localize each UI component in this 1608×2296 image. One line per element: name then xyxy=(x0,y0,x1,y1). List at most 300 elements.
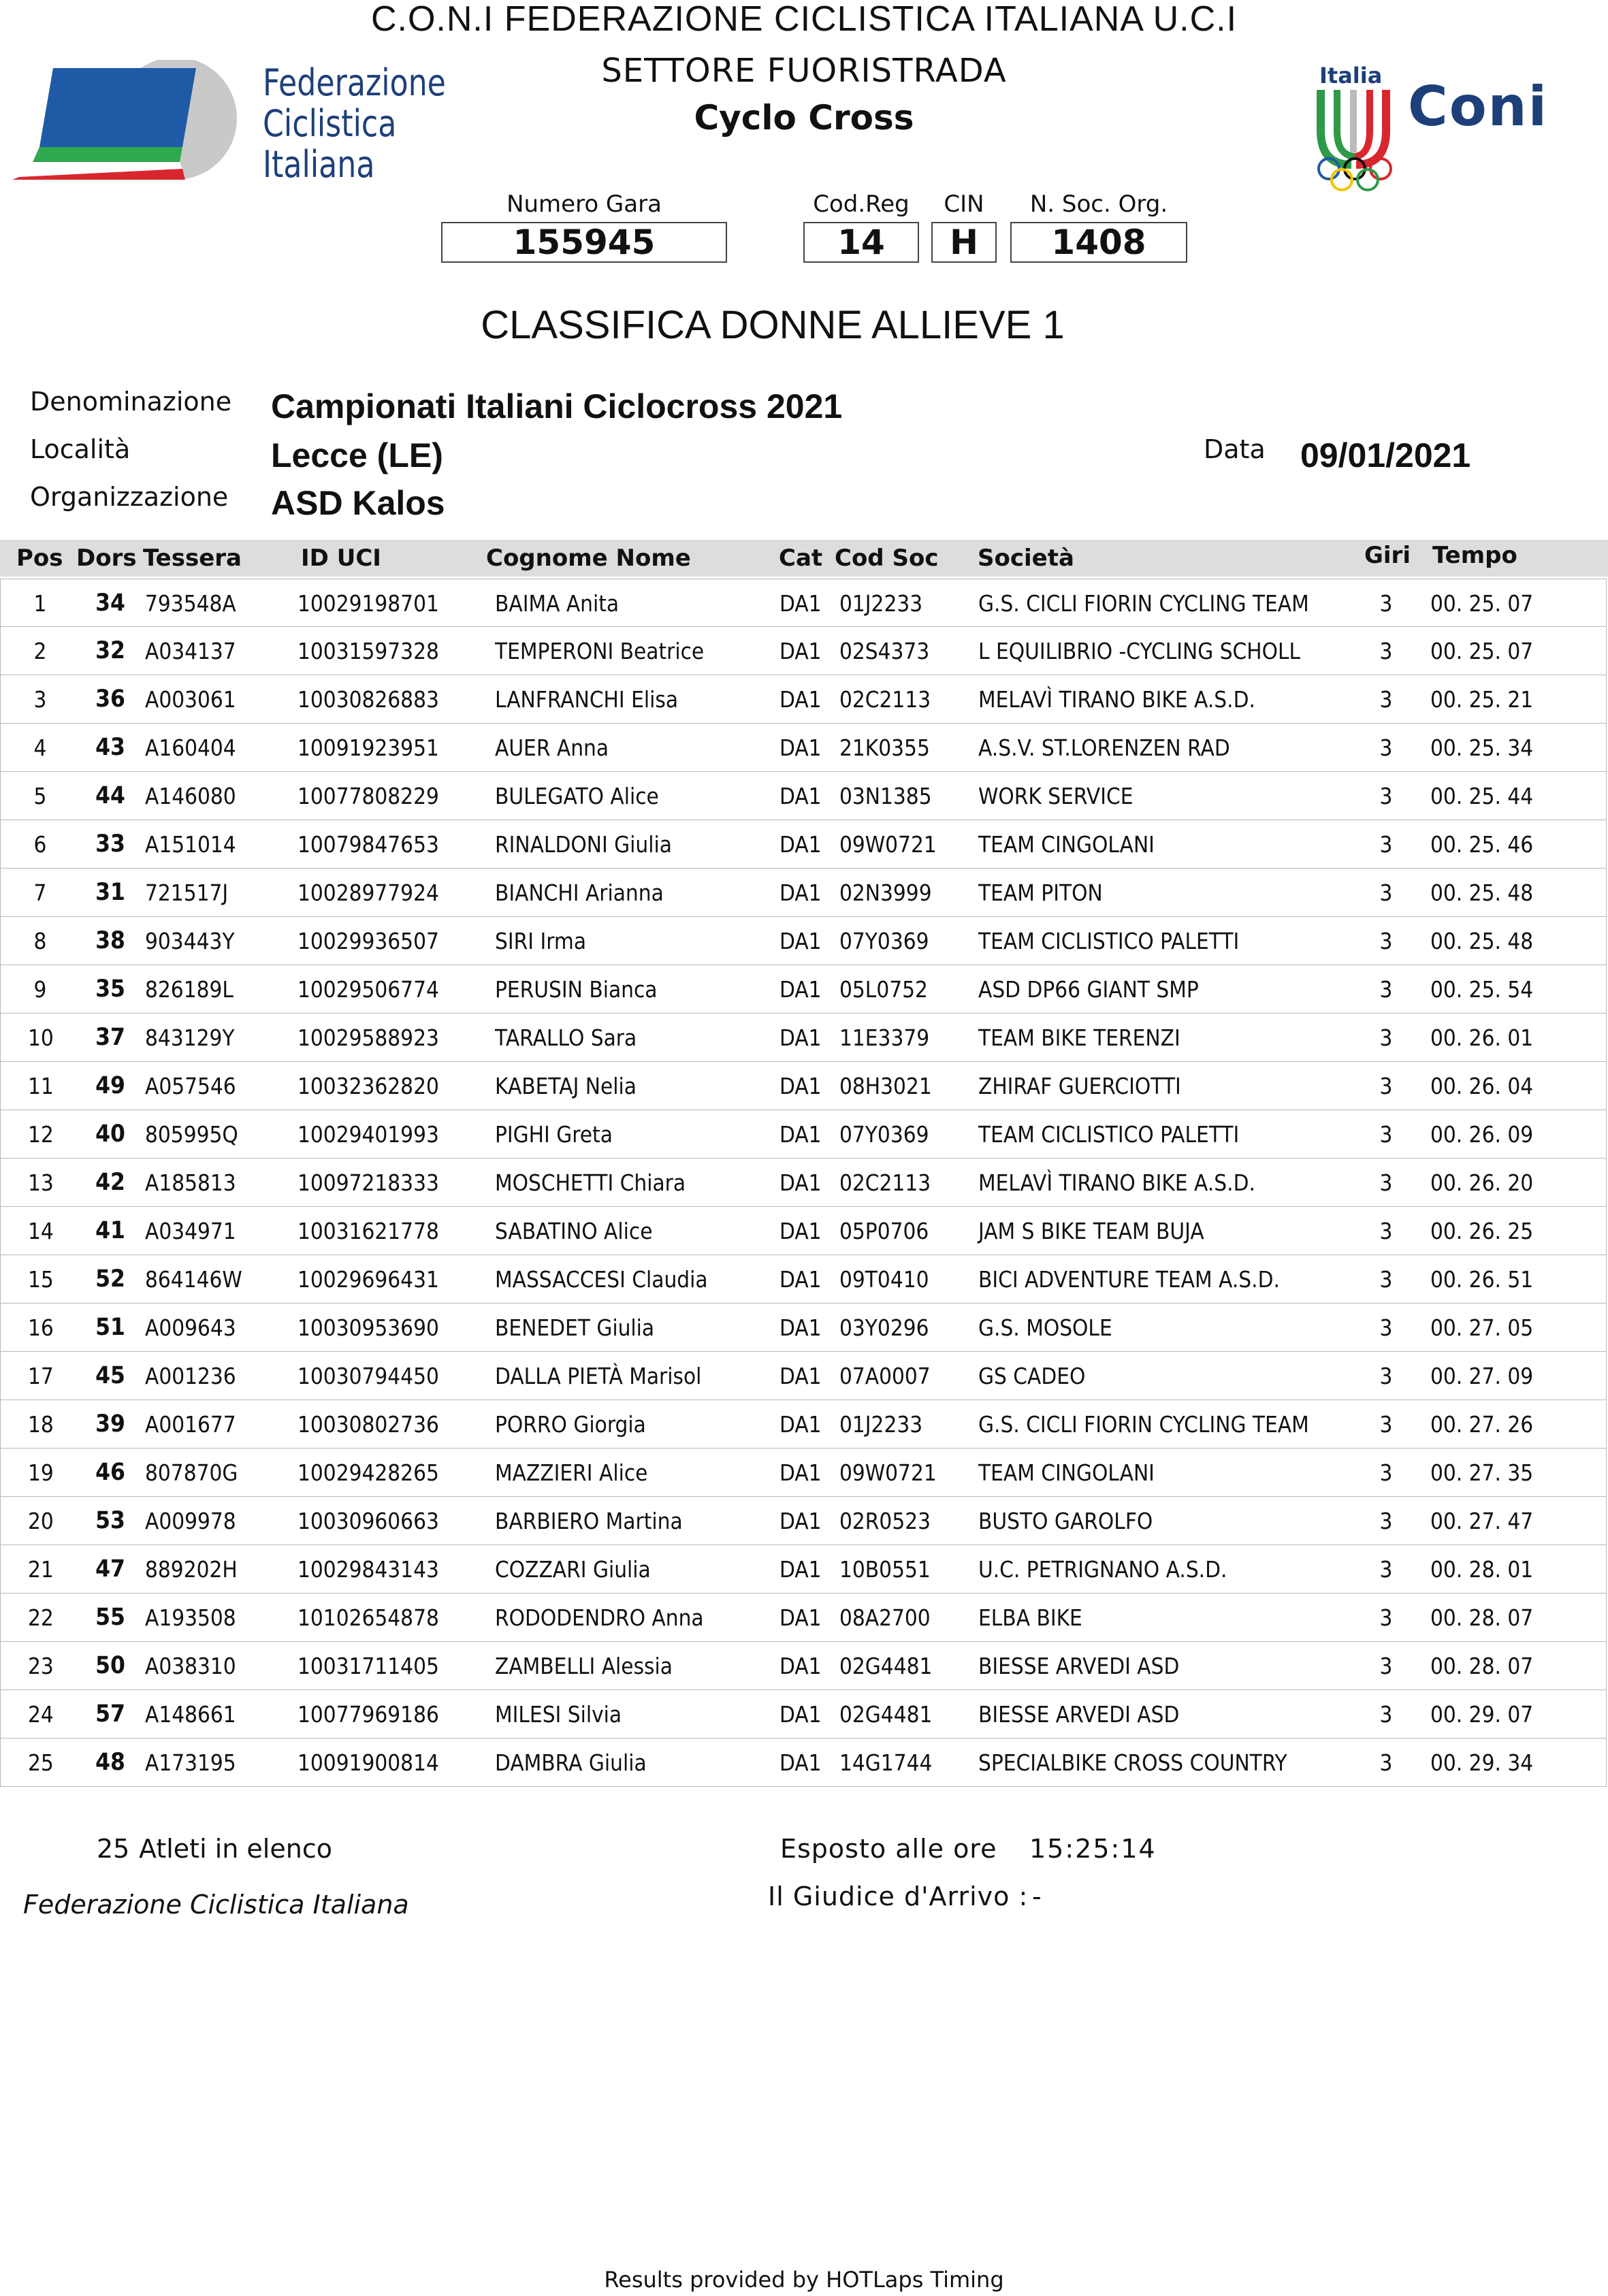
cell-tessera: A034971 xyxy=(145,1218,236,1244)
cell-tessera: A009643 xyxy=(145,1314,236,1341)
cell-societa: TEAM CINGOLANI xyxy=(978,1459,1155,1486)
cell-societa: MELAVÌ TIRANO BIKE A.S.D. xyxy=(978,686,1255,713)
denominazione-value: Campionati Italiani Ciclocross 2021 xyxy=(271,387,843,425)
cell-pos: 9 xyxy=(33,976,47,1003)
cell-cat: DA1 xyxy=(779,1653,822,1679)
cell-societa: TEAM CICLISTICO PALETTI xyxy=(978,928,1240,954)
athlete-count: 25 xyxy=(97,1834,130,1864)
column-header-tempo: Tempo xyxy=(1432,542,1517,569)
cell-tempo: 00. 27. 05 xyxy=(1430,1314,1534,1341)
table-row xyxy=(0,1110,1607,1159)
table-row xyxy=(0,1400,1607,1449)
cell-tessera: A185813 xyxy=(145,1169,236,1196)
giudice-label: Il Giudice d'Arrivo : xyxy=(768,1881,1029,1911)
cell-societa: ELBA BIKE xyxy=(978,1604,1082,1631)
cell-tempo: 00. 29. 07 xyxy=(1430,1701,1534,1728)
cell-tessera: 793548A xyxy=(145,590,236,617)
cell-cat: DA1 xyxy=(779,1749,822,1776)
cell-tessera: A193508 xyxy=(145,1604,236,1631)
column-header-societa: Società xyxy=(978,545,1074,572)
table-row xyxy=(0,1545,1607,1594)
cell-societa: BIESSE ARVEDI ASD xyxy=(978,1701,1180,1728)
cell-giri: 3 xyxy=(1379,928,1393,954)
cell-cognome-nome: ZAMBELLI Alessia xyxy=(495,1653,673,1679)
cell-societa: SPECIALBIKE CROSS COUNTRY xyxy=(978,1749,1287,1776)
localita-value: Lecce (LE) xyxy=(271,436,443,474)
cell-cognome-nome: MASSACCESI Claudia xyxy=(495,1266,708,1293)
cell-id-uci: 10028977924 xyxy=(298,879,439,906)
cell-cod-soc: 21K0355 xyxy=(839,734,930,761)
cell-giri: 3 xyxy=(1379,1556,1393,1583)
cell-societa: BIESSE ARVEDI ASD xyxy=(978,1653,1180,1679)
cell-cat: DA1 xyxy=(779,1701,822,1728)
cell-tempo: 00. 28. 01 xyxy=(1430,1556,1534,1583)
giudice-value: - xyxy=(1032,1881,1042,1911)
cell-tessera: 843129Y xyxy=(145,1024,235,1051)
cell-id-uci: 10031711405 xyxy=(298,1653,439,1679)
cod-reg-label: Cod.Reg xyxy=(813,191,910,218)
cell-id-uci: 10029696431 xyxy=(298,1266,439,1293)
soc-org-box: 1408 xyxy=(1010,222,1187,263)
fci-logo-line-3: Italiana xyxy=(263,143,375,186)
cell-societa: L EQUILIBRIO -CYCLING SCHOLL xyxy=(978,638,1301,664)
table-row xyxy=(0,965,1607,1014)
cell-giri: 3 xyxy=(1379,638,1393,664)
cell-cod-soc: 03N1385 xyxy=(839,783,932,809)
cell-cognome-nome: BARBIERO Martina xyxy=(495,1508,683,1534)
table-row xyxy=(0,1159,1607,1207)
numero-gara-box: 155945 xyxy=(441,222,727,263)
cell-pos: 17 xyxy=(28,1363,54,1389)
cell-tessera: 826189L xyxy=(145,976,234,1003)
cell-cognome-nome: BIANCHI Arianna xyxy=(495,879,664,906)
cell-dors: 44 xyxy=(95,782,125,809)
cell-cod-soc: 02G4481 xyxy=(839,1653,933,1679)
cell-tempo: 00. 27. 09 xyxy=(1430,1363,1534,1389)
cell-cod-soc: 02R0523 xyxy=(839,1508,931,1534)
cell-dors: 48 xyxy=(95,1749,125,1776)
cell-cognome-nome: SIRI Irma xyxy=(495,928,587,954)
cell-cognome-nome: MILESI Silvia xyxy=(495,1701,622,1728)
fci-logo-line-2: Ciclistica xyxy=(263,102,397,145)
cell-tempo: 00. 25. 34 xyxy=(1430,734,1534,761)
cell-id-uci: 10029506774 xyxy=(298,976,439,1003)
athlete-count-label: Atleti in elenco xyxy=(139,1834,332,1864)
cell-societa: TEAM CICLISTICO PALETTI xyxy=(978,1121,1240,1148)
cell-giri: 3 xyxy=(1379,1701,1393,1728)
cell-societa: MELAVÌ TIRANO BIKE A.S.D. xyxy=(978,1169,1255,1196)
cell-tempo: 00. 28. 07 xyxy=(1430,1604,1534,1631)
table-row xyxy=(0,1062,1607,1110)
cell-societa: G.S. CICLI FIORIN CYCLING TEAM xyxy=(978,1411,1309,1438)
table-row xyxy=(0,1014,1607,1062)
cell-tessera: A009978 xyxy=(145,1508,236,1534)
cell-tempo: 00. 25. 07 xyxy=(1430,638,1534,664)
coni-logo-name: Coni xyxy=(1408,75,1549,138)
coni-logo xyxy=(1307,60,1549,203)
cell-cognome-nome: KABETAJ Nelia xyxy=(495,1073,637,1099)
cell-tempo: 00. 29. 34 xyxy=(1430,1749,1534,1776)
table-row xyxy=(0,1497,1607,1545)
cell-id-uci: 10097218333 xyxy=(298,1169,439,1196)
cell-pos: 10 xyxy=(28,1024,54,1051)
cin-label: CIN xyxy=(944,191,984,218)
cell-pos: 3 xyxy=(33,686,47,713)
cell-cat: DA1 xyxy=(779,734,822,761)
cell-cat: DA1 xyxy=(779,1169,822,1196)
coni-logo-italia: Italia xyxy=(1319,63,1383,88)
cell-cod-soc: 02G4481 xyxy=(839,1701,933,1728)
cell-tempo: 00. 25. 46 xyxy=(1430,831,1534,858)
table-row xyxy=(0,820,1607,869)
table-row xyxy=(0,1207,1607,1255)
classification-title: CLASSIFICA DONNE ALLIEVE 1 xyxy=(481,303,1065,347)
cell-cognome-nome: PIGHI Greta xyxy=(495,1121,613,1148)
cell-cognome-nome: RODODENDRO Anna xyxy=(495,1604,704,1631)
numero-gara-label: Numero Gara xyxy=(506,191,662,218)
discipline-title: Cyclo Cross xyxy=(694,98,914,138)
cell-pos: 23 xyxy=(28,1653,54,1679)
fci-logo-line-1: Federazione xyxy=(263,61,446,104)
cell-id-uci: 10029936507 xyxy=(298,928,439,954)
table-row xyxy=(0,1304,1607,1352)
cell-cat: DA1 xyxy=(779,976,822,1003)
cell-cat: DA1 xyxy=(779,1073,822,1099)
cell-cat: DA1 xyxy=(779,783,822,809)
table-row xyxy=(0,1449,1607,1497)
cell-cod-soc: 07Y0369 xyxy=(839,1121,929,1148)
cell-tempo: 00. 25. 48 xyxy=(1430,879,1534,906)
cell-dors: 34 xyxy=(95,589,125,617)
cell-id-uci: 10091900814 xyxy=(298,1749,439,1776)
cell-tessera: 864146W xyxy=(145,1266,242,1293)
cell-cod-soc: 08H3021 xyxy=(839,1073,932,1099)
cell-tessera: A151014 xyxy=(145,831,236,858)
table-row xyxy=(0,1352,1607,1400)
cell-cat: DA1 xyxy=(779,1314,822,1341)
cell-tempo: 00. 26. 04 xyxy=(1430,1073,1534,1099)
cell-cognome-nome: AUER Anna xyxy=(495,734,609,761)
settore-title: SETTORE FUORISTRADA xyxy=(601,52,1007,90)
cell-societa: JAM S BIKE TEAM BUJA xyxy=(978,1218,1204,1244)
cell-pos: 5 xyxy=(33,783,47,809)
column-header-id-uci: ID UCI xyxy=(301,545,381,572)
cell-dors: 52 xyxy=(95,1265,125,1293)
cell-dors: 31 xyxy=(95,879,125,906)
esposto-label: Esposto alle ore xyxy=(780,1834,997,1864)
cell-cognome-nome: TEMPERONI Beatrice xyxy=(495,638,705,664)
column-header-cat: Cat xyxy=(779,545,823,572)
cell-cognome-nome: MOSCHETTI Chiara xyxy=(495,1169,686,1196)
cell-id-uci: 10102654878 xyxy=(298,1604,439,1631)
cell-tessera: A173195 xyxy=(145,1749,236,1776)
cell-id-uci: 10029401993 xyxy=(298,1121,439,1148)
cell-giri: 3 xyxy=(1379,1749,1393,1776)
cin-box: H xyxy=(931,222,997,263)
cell-societa: G.S. CICLI FIORIN CYCLING TEAM xyxy=(978,590,1309,617)
column-header-pos: Pos xyxy=(16,545,63,572)
cell-societa: TEAM CINGOLANI xyxy=(978,831,1155,858)
table-row xyxy=(0,579,1607,627)
cell-cognome-nome: MAZZIERI Alice xyxy=(495,1459,648,1486)
cell-giri: 3 xyxy=(1379,1121,1393,1148)
cell-tessera: 807870G xyxy=(145,1459,238,1486)
cell-pos: 2 xyxy=(33,638,47,664)
cell-societa: A.S.V. ST.LORENZEN RAD xyxy=(978,734,1230,761)
cell-pos: 22 xyxy=(28,1604,54,1631)
cell-giri: 3 xyxy=(1379,1508,1393,1534)
cell-giri: 3 xyxy=(1379,879,1393,906)
table-row xyxy=(0,869,1607,917)
cell-dors: 36 xyxy=(95,685,125,713)
organizzazione-value: ASD Kalos xyxy=(271,484,445,522)
cell-societa: GS CADEO xyxy=(978,1363,1086,1389)
cell-pos: 24 xyxy=(28,1701,54,1728)
cell-societa: BICI ADVENTURE TEAM A.S.D. xyxy=(978,1266,1280,1293)
organizzazione-label: Organizzazione xyxy=(30,482,229,512)
cell-id-uci: 10030960663 xyxy=(298,1508,439,1534)
table-row xyxy=(0,675,1607,724)
cell-giri: 3 xyxy=(1379,1073,1393,1099)
cell-cod-soc: 05P0706 xyxy=(839,1218,929,1244)
cell-pos: 11 xyxy=(28,1073,54,1099)
cell-cod-soc: 14G1744 xyxy=(839,1749,933,1776)
federazione-footer: Federazione Ciclistica Italiana xyxy=(23,1890,409,1920)
cell-societa: TEAM PITON xyxy=(978,879,1103,906)
cell-giri: 3 xyxy=(1379,1653,1393,1679)
cell-cognome-nome: PERUSIN Bianca xyxy=(495,976,658,1003)
cell-cognome-nome: SABATINO Alice xyxy=(495,1218,653,1244)
cell-pos: 4 xyxy=(33,734,47,761)
cell-dors: 35 xyxy=(95,975,125,1003)
cell-id-uci: 10030953690 xyxy=(298,1314,439,1341)
cell-giri: 3 xyxy=(1379,686,1393,713)
cod-reg-box: 14 xyxy=(803,222,919,263)
cell-id-uci: 10032362820 xyxy=(298,1073,439,1099)
cell-giri: 3 xyxy=(1379,1314,1393,1341)
cell-cod-soc: 09W0721 xyxy=(839,831,937,858)
cell-cod-soc: 02S4373 xyxy=(839,638,930,664)
cell-tessera: 805995Q xyxy=(145,1121,238,1148)
cell-cat: DA1 xyxy=(779,1218,822,1244)
cell-pos: 12 xyxy=(28,1121,54,1148)
cell-giri: 3 xyxy=(1379,783,1393,809)
cell-dors: 57 xyxy=(95,1700,125,1728)
cell-cod-soc: 07Y0369 xyxy=(839,928,929,954)
cell-cat: DA1 xyxy=(779,831,822,858)
cell-cognome-nome: PORRO Giorgia xyxy=(495,1411,646,1438)
soc-org-label: N. Soc. Org. xyxy=(1029,191,1168,218)
cell-id-uci: 10031597328 xyxy=(298,638,439,664)
cell-dors: 46 xyxy=(95,1459,125,1486)
cell-giri: 3 xyxy=(1379,1411,1393,1438)
cell-tempo: 00. 27. 35 xyxy=(1430,1459,1534,1486)
cell-cat: DA1 xyxy=(779,590,822,617)
cell-tempo: 00. 26. 20 xyxy=(1430,1169,1534,1196)
cell-cat: DA1 xyxy=(779,686,822,713)
cell-cat: DA1 xyxy=(779,1266,822,1293)
cell-id-uci: 10030794450 xyxy=(298,1363,439,1389)
cell-giri: 3 xyxy=(1379,590,1393,617)
cell-dors: 38 xyxy=(95,927,125,954)
cell-tessera: A146080 xyxy=(145,783,236,809)
cell-dors: 50 xyxy=(95,1652,125,1679)
cell-tessera: A160404 xyxy=(145,734,236,761)
cell-tempo: 00. 25. 44 xyxy=(1430,783,1534,809)
cell-societa: BUSTO GAROLFO xyxy=(978,1508,1153,1534)
cell-giri: 3 xyxy=(1379,1363,1393,1389)
cell-giri: 3 xyxy=(1379,1604,1393,1631)
cell-pos: 16 xyxy=(28,1314,54,1341)
cell-societa: G.S. MOSOLE xyxy=(978,1314,1112,1341)
cell-cod-soc: 09T0410 xyxy=(839,1266,929,1293)
cell-tessera: A038310 xyxy=(145,1653,236,1679)
cell-cod-soc: 02C2113 xyxy=(839,1169,931,1196)
cell-cognome-nome: DAMBRA Giulia xyxy=(495,1749,647,1776)
cell-cat: DA1 xyxy=(779,1508,822,1534)
results-credit: Results provided by HOTLaps Timing xyxy=(604,2267,1004,2293)
column-header-cognome-nome: Cognome Nome xyxy=(486,545,691,572)
table-row xyxy=(0,917,1607,965)
cell-dors: 40 xyxy=(95,1120,125,1148)
header-top-line: C.O.N.I FEDERAZIONE CICLISTICA ITALIANA U.C.I xyxy=(370,0,1238,39)
cell-dors: 41 xyxy=(95,1217,125,1244)
cell-pos: 21 xyxy=(28,1556,54,1583)
cell-dors: 55 xyxy=(95,1604,125,1631)
cell-id-uci: 10029428265 xyxy=(298,1459,439,1486)
cell-giri: 3 xyxy=(1379,734,1393,761)
cell-pos: 14 xyxy=(28,1218,54,1244)
cell-tempo: 00. 28. 07 xyxy=(1430,1653,1534,1679)
cell-tempo: 00. 26. 01 xyxy=(1430,1024,1534,1051)
results-table-header xyxy=(0,540,1608,577)
table-row xyxy=(0,1642,1607,1690)
cell-pos: 25 xyxy=(28,1749,54,1776)
cell-giri: 3 xyxy=(1379,1266,1393,1293)
cell-id-uci: 10077808229 xyxy=(298,783,439,809)
cell-pos: 19 xyxy=(28,1459,54,1486)
cell-cat: DA1 xyxy=(779,1411,822,1438)
cell-tessera: 889202H xyxy=(145,1556,238,1583)
cell-pos: 15 xyxy=(28,1266,54,1293)
cell-cod-soc: 01J2233 xyxy=(839,590,923,617)
table-row xyxy=(0,1255,1607,1304)
localita-label: Località xyxy=(30,434,131,464)
cell-cognome-nome: LANFRANCHI Elisa xyxy=(495,686,679,713)
cell-pos: 7 xyxy=(33,879,47,906)
cell-id-uci: 10030802736 xyxy=(298,1411,439,1438)
cell-tempo: 00. 25. 21 xyxy=(1430,686,1534,713)
cell-dors: 37 xyxy=(95,1024,125,1051)
cell-cat: DA1 xyxy=(779,928,822,954)
cell-id-uci: 10030826883 xyxy=(298,686,439,713)
cell-cat: DA1 xyxy=(779,1556,822,1583)
cell-cod-soc: 10B0551 xyxy=(839,1556,931,1583)
column-header-dors: Dors xyxy=(76,545,137,572)
cell-giri: 3 xyxy=(1379,1459,1393,1486)
table-row xyxy=(0,1690,1607,1739)
cell-giri: 3 xyxy=(1379,1024,1393,1051)
cell-cat: DA1 xyxy=(779,1024,822,1051)
cell-cognome-nome: DALLA PIETÀ Marisol xyxy=(495,1363,702,1389)
cell-id-uci: 10079847653 xyxy=(298,831,439,858)
cell-id-uci: 10031621778 xyxy=(298,1218,439,1244)
cell-tessera: 721517J xyxy=(145,879,229,906)
cell-tessera: A003061 xyxy=(145,686,236,713)
cell-tessera: A034137 xyxy=(145,638,236,664)
cell-tessera: A057546 xyxy=(145,1073,236,1099)
cell-cat: DA1 xyxy=(779,879,822,906)
cell-cat: DA1 xyxy=(779,1363,822,1389)
cell-tessera: 903443Y xyxy=(145,928,235,954)
cell-pos: 13 xyxy=(28,1169,54,1196)
cell-tessera: A001677 xyxy=(145,1411,236,1438)
cell-tempo: 00. 25. 07 xyxy=(1430,590,1534,617)
cell-tessera: A148661 xyxy=(145,1701,236,1728)
cell-dors: 43 xyxy=(95,734,125,761)
cell-giri: 3 xyxy=(1379,1218,1393,1244)
cell-cognome-nome: BAIMA Anita xyxy=(495,590,620,617)
table-row xyxy=(0,627,1607,675)
cell-tempo: 00. 26. 51 xyxy=(1430,1266,1534,1293)
cell-dors: 47 xyxy=(95,1555,125,1583)
cell-pos: 18 xyxy=(28,1411,54,1438)
cell-societa: TEAM BIKE TERENZI xyxy=(978,1024,1180,1051)
table-row xyxy=(0,1739,1607,1787)
cell-cognome-nome: RINALDONI Giulia xyxy=(495,831,672,858)
cell-tempo: 00. 26. 09 xyxy=(1430,1121,1534,1148)
column-header-tessera: Tessera xyxy=(143,545,242,572)
cell-cod-soc: 08A2700 xyxy=(839,1604,931,1631)
cell-giri: 3 xyxy=(1379,976,1393,1003)
cell-cat: DA1 xyxy=(779,1121,822,1148)
cell-dors: 32 xyxy=(95,637,125,664)
cell-tempo: 00. 25. 54 xyxy=(1430,976,1534,1003)
cell-id-uci: 10091923951 xyxy=(298,734,439,761)
cell-cognome-nome: BULEGATO Alice xyxy=(495,783,659,809)
cell-dors: 39 xyxy=(95,1410,125,1438)
cell-id-uci: 10029198701 xyxy=(298,590,439,617)
cell-giri: 3 xyxy=(1379,1169,1393,1196)
cell-pos: 8 xyxy=(33,928,47,954)
cell-societa: ZHIRAF GUERCIOTTI xyxy=(978,1073,1181,1099)
column-header-cod-soc: Cod Soc xyxy=(835,545,939,572)
cell-cognome-nome: BENEDET Giulia xyxy=(495,1314,655,1341)
cell-societa: WORK SERVICE xyxy=(978,783,1133,809)
cell-dors: 53 xyxy=(95,1507,125,1534)
cell-dors: 33 xyxy=(95,830,125,858)
cell-cod-soc: 02C2113 xyxy=(839,686,931,713)
denominazione-label: Denominazione xyxy=(30,387,232,417)
column-header-giri: Giri xyxy=(1364,542,1411,569)
olympic-rings-icon xyxy=(1315,155,1404,196)
fci-emblem-icon xyxy=(12,60,257,189)
cell-cod-soc: 02N3999 xyxy=(839,879,932,906)
cell-id-uci: 10029588923 xyxy=(298,1024,439,1051)
cell-tempo: 00. 25. 48 xyxy=(1430,928,1534,954)
cell-dors: 51 xyxy=(95,1314,125,1341)
cell-tempo: 00. 27. 26 xyxy=(1430,1411,1534,1438)
table-row xyxy=(0,772,1607,820)
cell-cod-soc: 09W0721 xyxy=(839,1459,937,1486)
cell-giri: 3 xyxy=(1379,831,1393,858)
table-row xyxy=(0,1594,1607,1642)
cell-dors: 45 xyxy=(95,1362,125,1389)
cell-cat: DA1 xyxy=(779,638,822,664)
data-value: 09/01/2021 xyxy=(1300,436,1471,474)
cell-tessera: A001236 xyxy=(145,1363,236,1389)
cell-cod-soc: 05L0752 xyxy=(839,976,928,1003)
